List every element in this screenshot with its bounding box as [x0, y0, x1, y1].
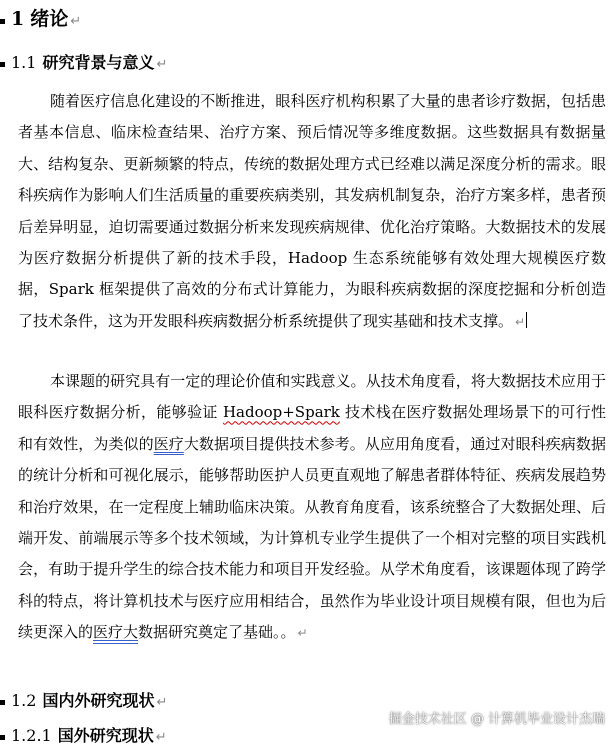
heading-number: 1.2.1: [11, 726, 52, 745]
heading-title: 国内外研究现状: [42, 691, 155, 710]
grammar-flag-text[interactable]: 医疗大: [93, 623, 139, 642]
paragraph-mark-icon: ↵: [155, 730, 167, 745]
heading-bullet-icon: [0, 700, 5, 705]
paragraph-text: 大数据项目提供技术参考。从应用角度看，通过对眼科疾病数据的统计分析和可视化展示，能够帮助医护人员更直观地了解患者群体特征、疾病发展趋势和治疗效果，在一定程度上辅助临床决策。从教育角度看，该系统整合了大数据处理、后端开发、前端展示等多个技术领域，为计算机专业学生提供了一个相对完整的项目实践机会，有助于提升学生的综合技术能力和项目开发经验。从学术角度看，该课题体现了跨学科的特点，将计算机技术与医疗应用相结合，虽然作为毕业设计项目规模有限，但也为后续更深入的: [18, 434, 606, 642]
paragraph-text: 本课题的研究具有一定的理论价值和实践意义。从技术角度看，将大数据技术应用于眼科医疗数据分析，能够验证: [18, 372, 606, 422]
heading-title: 国外研究现状: [57, 726, 154, 745]
text-cursor-icon: [526, 312, 527, 328]
heading-1[interactable]: [0, 4, 81, 31]
heading-number: 1: [11, 8, 25, 30]
watermark-text: 掘金技术社区 @ 计算机毕业设计杰瑞: [388, 712, 605, 727]
heading-number: 1.2: [11, 691, 37, 710]
heading-title: 绪论: [30, 8, 69, 30]
paragraph-mark-icon: ↵: [70, 14, 82, 29]
heading-bullet-icon: [0, 735, 5, 740]
paragraph-mark-icon: ↵: [297, 626, 308, 641]
heading-bullet-icon: [0, 19, 5, 24]
paragraph-mark-icon: ↵: [515, 314, 526, 329]
heading-bullet-icon: [0, 62, 5, 67]
heading-number: 1.1: [11, 53, 37, 72]
paragraph-text: 技术栈在医疗数据处理场景下的可行性和有效性，为类似的: [18, 403, 606, 453]
paragraph-text: 数据研究奠定了基础。。: [138, 623, 296, 642]
paragraph-background[interactable]: [18, 86, 606, 338]
heading-1-1[interactable]: [0, 50, 167, 73]
paragraph-text: 随着医疗信息化建设的不断推进，眼科医疗机构积累了大量的患者诊疗数据，包括患者基本信息、临床检查结果、治疗方案、预后情况等多维度数据。这些数据具有数据量大、结构复杂、更新频繁的特点，传统的数据处理方式已经难以满足深度分析的需求。眼科疾病作为影响人们生活质量的重要疾病类别，其发病机制复杂，治疗方案多样，患者预后差异明显，迫切需要通过数据分析来发现疾病规律、优化治疗策略。大数据技术的发展为医疗数据分析提供了新的技术手段，Hadoop 生态系统能够有效处理大规模医疗数据，Spark 框架提供了高效的分布式计算能力，为眼科疾病数据的深度挖掘和分析创造了技术条件，这为开发眼科疾病数据分析系统提供了现实基础和技术支撑。: [18, 92, 606, 330]
paragraph-significance[interactable]: [18, 366, 606, 650]
heading-1-2[interactable]: [0, 688, 167, 711]
heading-title: 研究背景与意义: [42, 53, 155, 72]
paragraph-mark-icon: ↵: [156, 57, 168, 72]
heading-1-2-1[interactable]: [0, 723, 167, 746]
spellcheck-flag-text[interactable]: Hadoop+Spark: [222, 403, 340, 422]
paragraph-mark-icon: ↵: [156, 695, 168, 710]
grammar-flag-text[interactable]: 医疗: [153, 434, 184, 453]
